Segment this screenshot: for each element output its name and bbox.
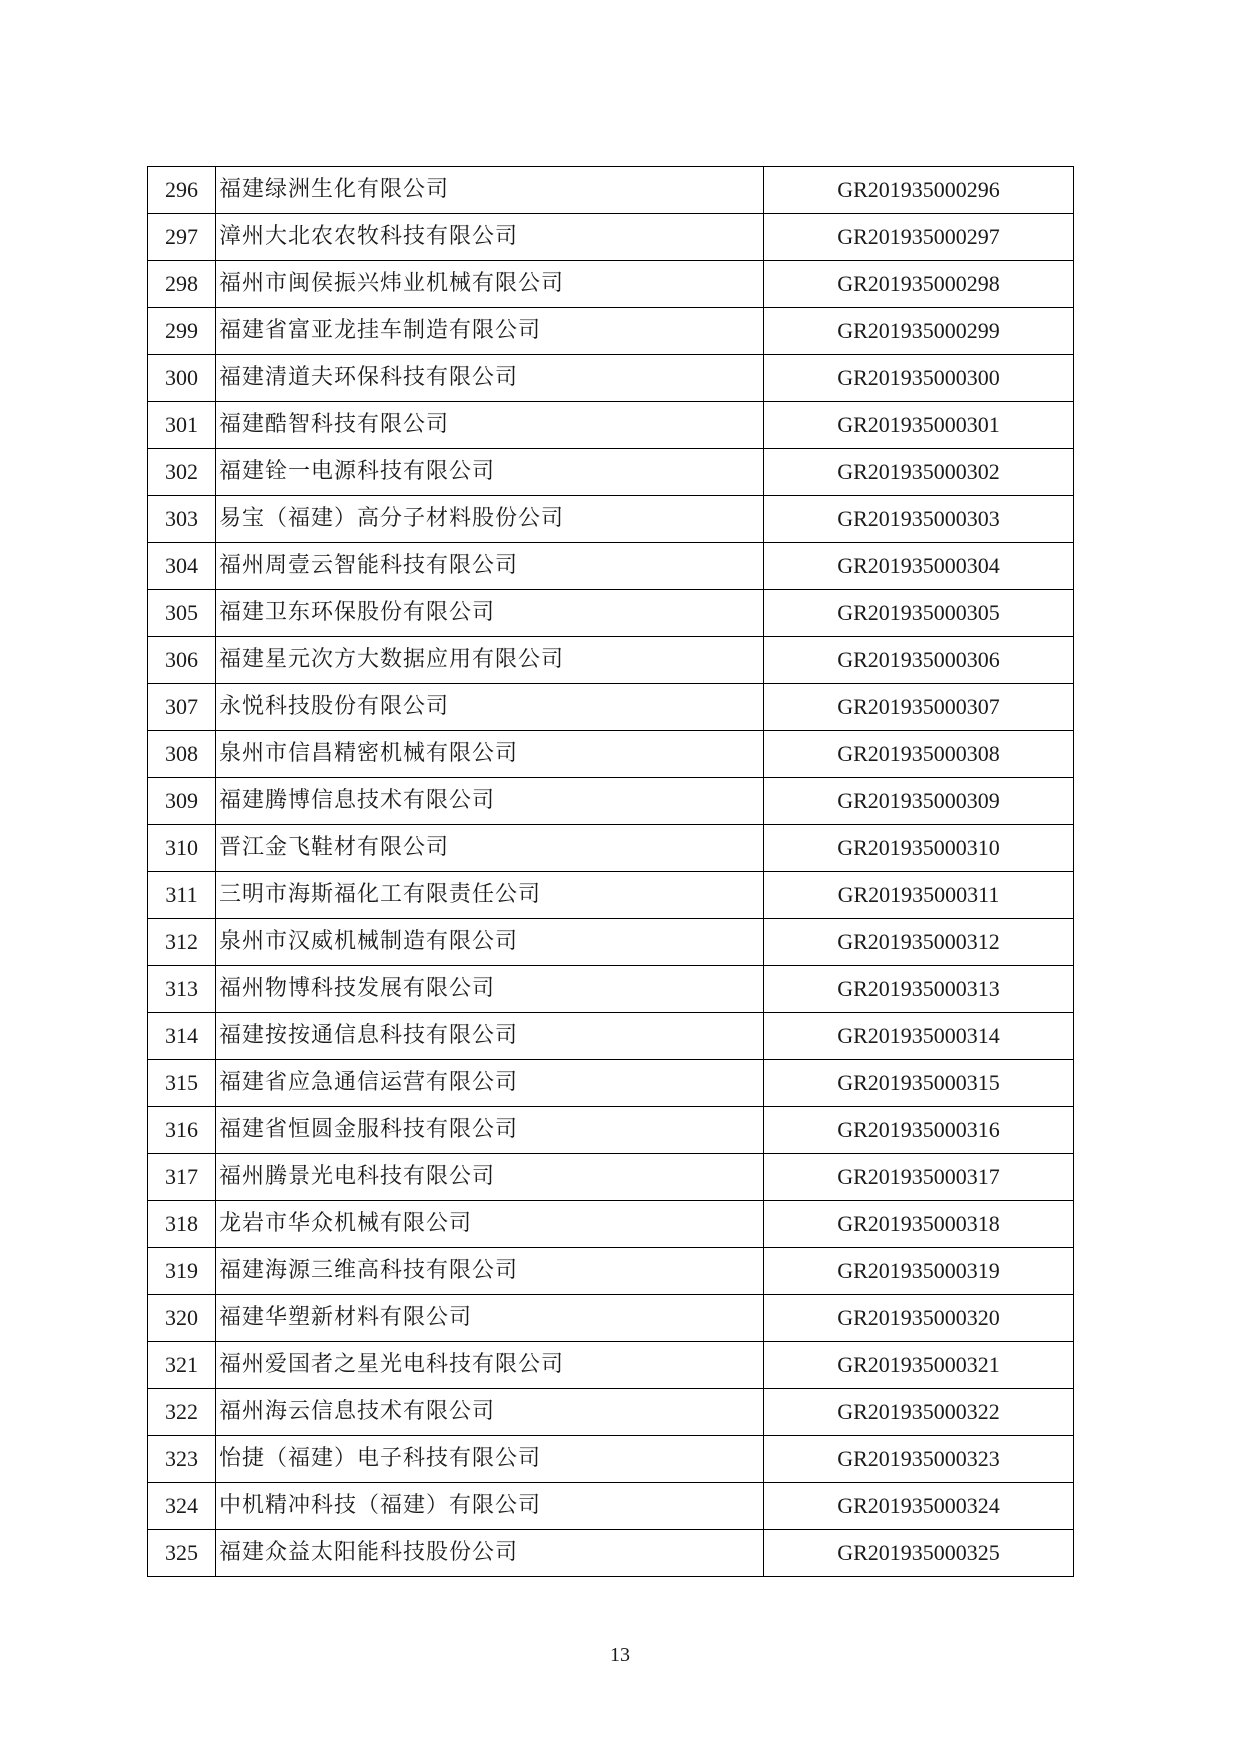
table-row	[148, 1060, 1074, 1107]
table-row	[148, 872, 1074, 919]
company-name-cell: 福州海云信息技术有限公司	[216, 1389, 764, 1436]
certificate-code-cell: GR201935000320	[764, 1295, 1074, 1342]
table-row	[148, 496, 1074, 543]
row-number-cell: 322	[148, 1389, 216, 1436]
company-name-cell: 福州腾景光电科技有限公司	[216, 1154, 764, 1201]
table-row	[148, 1483, 1074, 1530]
row-number-cell: 303	[148, 496, 216, 543]
row-number-cell: 305	[148, 590, 216, 637]
certificate-code-cell: GR201935000315	[764, 1060, 1074, 1107]
row-number-cell: 307	[148, 684, 216, 731]
company-name-cell: 福建酷智科技有限公司	[216, 402, 764, 449]
row-number-cell: 298	[148, 261, 216, 308]
table-row	[148, 590, 1074, 637]
company-name-cell: 福建省应急通信运营有限公司	[216, 1060, 764, 1107]
table-row	[148, 355, 1074, 402]
certificate-code-cell: GR201935000301	[764, 402, 1074, 449]
certificate-code-cell: GR201935000307	[764, 684, 1074, 731]
company-name-cell: 福建星元次方大数据应用有限公司	[216, 637, 764, 684]
certificate-code-cell: GR201935000305	[764, 590, 1074, 637]
row-number-cell: 296	[148, 167, 216, 214]
table-row	[148, 1530, 1074, 1577]
table-row	[148, 1389, 1074, 1436]
company-name-cell: 晋江金飞鞋材有限公司	[216, 825, 764, 872]
row-number-cell: 316	[148, 1107, 216, 1154]
company-name-cell: 三明市海斯福化工有限责任公司	[216, 872, 764, 919]
company-name-cell: 福建卫东环保股份有限公司	[216, 590, 764, 637]
row-number-cell: 304	[148, 543, 216, 590]
certificate-code-cell: GR201935000298	[764, 261, 1074, 308]
table-row	[148, 449, 1074, 496]
table-row	[148, 1013, 1074, 1060]
company-name-cell: 福建省富亚龙挂车制造有限公司	[216, 308, 764, 355]
table-row	[148, 261, 1074, 308]
certificate-code-cell: GR201935000318	[764, 1201, 1074, 1248]
row-number-cell: 314	[148, 1013, 216, 1060]
company-name-cell: 易宝（福建）高分子材料股份公司	[216, 496, 764, 543]
row-number-cell: 306	[148, 637, 216, 684]
certificate-code-cell: GR201935000316	[764, 1107, 1074, 1154]
row-number-cell: 320	[148, 1295, 216, 1342]
certificate-code-cell: GR201935000296	[764, 167, 1074, 214]
company-name-cell: 福州周壹云智能科技有限公司	[216, 543, 764, 590]
company-name-cell: 永悦科技股份有限公司	[216, 684, 764, 731]
row-number-cell: 302	[148, 449, 216, 496]
table-row	[148, 684, 1074, 731]
table-row	[148, 919, 1074, 966]
company-name-cell: 福建铨一电源科技有限公司	[216, 449, 764, 496]
company-name-cell: 泉州市信昌精密机械有限公司	[216, 731, 764, 778]
table-row	[148, 1201, 1074, 1248]
row-number-cell: 325	[148, 1530, 216, 1577]
company-name-cell: 福建绿洲生化有限公司	[216, 167, 764, 214]
row-number-cell: 319	[148, 1248, 216, 1295]
certificate-code-cell: GR201935000300	[764, 355, 1074, 402]
company-name-cell: 福建海源三维高科技有限公司	[216, 1248, 764, 1295]
company-name-cell: 福建省恒圆金服科技有限公司	[216, 1107, 764, 1154]
row-number-cell: 300	[148, 355, 216, 402]
row-number-cell: 297	[148, 214, 216, 261]
certificate-code-cell: GR201935000310	[764, 825, 1074, 872]
certificate-code-cell: GR201935000314	[764, 1013, 1074, 1060]
company-name-cell: 福州爱国者之星光电科技有限公司	[216, 1342, 764, 1389]
certificate-code-cell: GR201935000304	[764, 543, 1074, 590]
row-number-cell: 309	[148, 778, 216, 825]
row-number-cell: 323	[148, 1436, 216, 1483]
row-number-cell: 312	[148, 919, 216, 966]
table-row	[148, 402, 1074, 449]
company-name-cell: 福建腾博信息技术有限公司	[216, 778, 764, 825]
certificate-code-cell: GR201935000313	[764, 966, 1074, 1013]
row-number-cell: 301	[148, 402, 216, 449]
table-row	[148, 1248, 1074, 1295]
certificate-code-cell: GR201935000312	[764, 919, 1074, 966]
row-number-cell: 315	[148, 1060, 216, 1107]
row-number-cell: 313	[148, 966, 216, 1013]
certificate-code-cell: GR201935000321	[764, 1342, 1074, 1389]
table-row	[148, 1436, 1074, 1483]
table-row	[148, 966, 1074, 1013]
company-table-body	[148, 167, 1074, 1577]
certificate-code-cell: GR201935000311	[764, 872, 1074, 919]
certificate-code-cell: GR201935000323	[764, 1436, 1074, 1483]
company-name-cell: 龙岩市华众机械有限公司	[216, 1201, 764, 1248]
certificate-code-cell: GR201935000299	[764, 308, 1074, 355]
table-row	[148, 637, 1074, 684]
company-name-cell: 福建按按通信息科技有限公司	[216, 1013, 764, 1060]
table-row	[148, 214, 1074, 261]
certificate-code-cell: GR201935000309	[764, 778, 1074, 825]
certificate-code-cell: GR201935000319	[764, 1248, 1074, 1295]
certificate-code-cell: GR201935000302	[764, 449, 1074, 496]
company-name-cell: 福建华塑新材料有限公司	[216, 1295, 764, 1342]
certificate-code-cell: GR201935000322	[764, 1389, 1074, 1436]
table-row	[148, 825, 1074, 872]
certificate-code-cell: GR201935000297	[764, 214, 1074, 261]
company-name-cell: 怡捷（福建）电子科技有限公司	[216, 1436, 764, 1483]
certificate-code-cell: GR201935000308	[764, 731, 1074, 778]
table-row	[148, 731, 1074, 778]
company-name-cell: 福建众益太阳能科技股份公司	[216, 1530, 764, 1577]
company-name-cell: 福州市闽侯振兴炜业机械有限公司	[216, 261, 764, 308]
row-number-cell: 310	[148, 825, 216, 872]
table-row	[148, 778, 1074, 825]
company-name-cell: 中机精冲科技（福建）有限公司	[216, 1483, 764, 1530]
row-number-cell: 299	[148, 308, 216, 355]
table-row	[148, 543, 1074, 590]
table-row	[148, 1154, 1074, 1201]
row-number-cell: 324	[148, 1483, 216, 1530]
page-number: 13	[610, 1644, 630, 1666]
table-row	[148, 167, 1074, 214]
certificate-code-cell: GR201935000325	[764, 1530, 1074, 1577]
row-number-cell: 311	[148, 872, 216, 919]
table-row	[148, 1295, 1074, 1342]
certificate-code-cell: GR201935000306	[764, 637, 1074, 684]
company-name-cell: 泉州市汉威机械制造有限公司	[216, 919, 764, 966]
table-row	[148, 1342, 1074, 1389]
company-name-cell: 福建清道夫环保科技有限公司	[216, 355, 764, 402]
row-number-cell: 308	[148, 731, 216, 778]
company-name-cell: 漳州大北农农牧科技有限公司	[216, 214, 764, 261]
row-number-cell: 318	[148, 1201, 216, 1248]
certificate-code-cell: GR201935000303	[764, 496, 1074, 543]
company-name-cell: 福州物博科技发展有限公司	[216, 966, 764, 1013]
certificate-code-cell: GR201935000317	[764, 1154, 1074, 1201]
table-row	[148, 1107, 1074, 1154]
row-number-cell: 321	[148, 1342, 216, 1389]
company-table	[147, 166, 1074, 1577]
certificate-code-cell: GR201935000324	[764, 1483, 1074, 1530]
table-row	[148, 308, 1074, 355]
row-number-cell: 317	[148, 1154, 216, 1201]
